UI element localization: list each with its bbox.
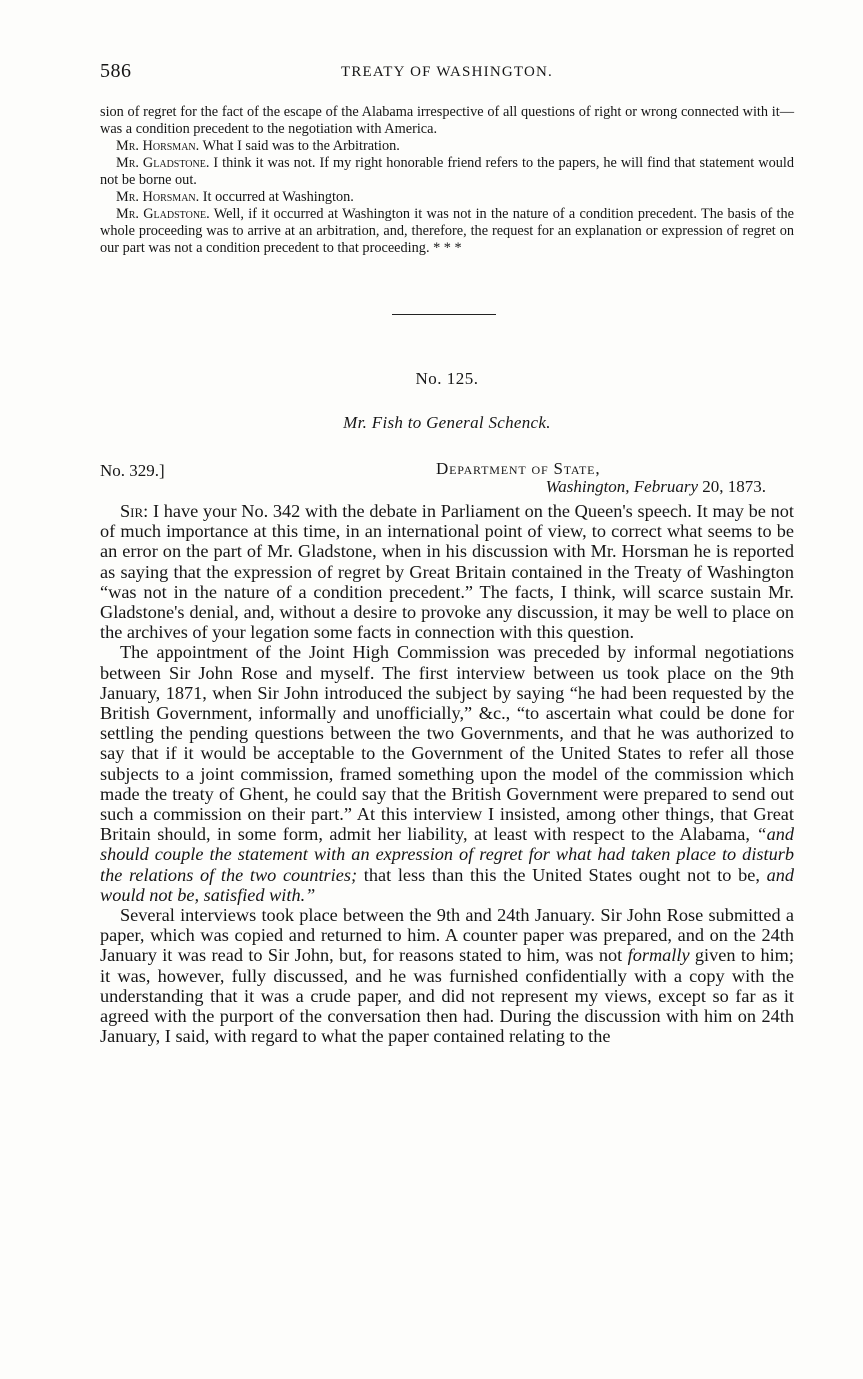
speech-text: It occurred at Washington.	[199, 189, 354, 205]
paragraph-text: given to him; it was, however, fully discussed, and he was furnished confidentially with a copy with the understanding that it was a crude paper, and did not represent my views, except so far as it agreed with the purport of the conversation then had. During the discussion with him on 24th January, I said, with regard to what the paper contained relating to the	[100, 945, 794, 1047]
speaker-name: Mr. Horsman.	[116, 189, 200, 205]
speaker-name: Mr. Horsman.	[116, 138, 200, 154]
dateline	[100, 459, 794, 497]
paragraph-text: The appointment of the Joint High Commission was preceded by informal negotiations between Sir John Rose and myself. The first interview between us took place on the 9th January, 1871, when Sir John introduced the subject by saying “he had been requested by the British Government, informally and unofficially,” &c., “to ascertain what could be done for settling the pending questions between the two Governments, and that he was authorized to say that if it would be acceptable to the Government of the United States to refer all those subjects to a joint commission, framed something upon the model of the commission which made the treaty of Ghent, he could say that the British Government were prepared to send out such a commission on their part.” At this interview I insisted, among other things, that Great Britain should, in some form, admit her liability, at least with respect to the Alabama,	[100, 642, 794, 845]
speaker-name: Mr. Gladstone.	[116, 206, 210, 222]
running-title: TREATY OF WASHINGTON.	[340, 64, 553, 80]
italic-quote: “and should couple the statement with an expression of regret for what had taken place to disturb the relations of the two countries;	[100, 824, 794, 885]
speaker-name: Mr. Gladstone.	[116, 155, 210, 171]
letter-body	[100, 501, 794, 1046]
speech-text: What I said was to the Arbitration.	[199, 138, 400, 154]
paragraph-text: that less than this the United States ought not to be,	[357, 864, 767, 885]
document-number: No. 125.	[415, 369, 479, 388]
document-page	[100, 60, 794, 1046]
document-title: Mr. Fish to General Schenck.	[343, 413, 551, 432]
place-name: Washington, February	[545, 477, 698, 496]
letter-paragraph	[100, 642, 794, 905]
italic-quote: and would not be, satisfied with.”	[100, 864, 794, 905]
speech-text: I think it was not. If my right honorable friend refers to the papers, he will find that statement would not be borne out.	[100, 155, 794, 188]
excerpt-paragraph: sion of regret for the fact of the escape of the Alabama irrespective of all questions of right or wrong connected with it—was a condition precedent to the negotiation with America.	[100, 104, 794, 137]
paragraph-text: I have your No. 342 with the debate in Parliament on the Queen's speech. It may be not of much importance at this time, in an international point of view, to correct what seems to be an error on the part of Mr. Gladstone, when in his discussion with Mr. Horsman he is reported as saying that the expression of regret by Great Britain contained in the Treaty of Washington “was not in the nature of a condition precedent.” The facts, I think, will scarce sustain Mr. Gladstone's denial, and, without a desire to provoke any discussion, it may be well to place on the archives of your legation some facts in connection with this question.	[100, 501, 794, 643]
salutation: Sir:	[120, 501, 149, 521]
date-text: 20, 1873.	[698, 477, 766, 496]
debate-excerpt	[100, 104, 794, 257]
paragraph-text: Several interviews took place between the 9th and 24th January. Sir John Rose submitted a paper, which was copied and returned to him. A counter paper was prepared, and on the 24th January it was read to Sir John, but, for reasons stated to him, was not	[100, 905, 794, 966]
excerpt-paragraph	[100, 155, 794, 189]
page-header	[100, 60, 794, 88]
department-name: Department of State,	[436, 459, 601, 478]
italic-word: formally	[627, 945, 690, 966]
excerpt-paragraph	[100, 189, 794, 206]
letter-paragraph	[100, 905, 794, 1046]
section-divider	[392, 314, 496, 315]
letter-paragraph	[100, 501, 794, 642]
excerpt-paragraph	[100, 206, 794, 257]
despatch-reference: No. 329.]	[100, 461, 165, 480]
page-number: 586	[100, 60, 132, 82]
excerpt-paragraph	[100, 138, 794, 155]
place-date	[546, 477, 766, 497]
speech-text: Well, if it occurred at Washington it was not in the nature of a condition precedent. The basis of the whole proceeding was to arrive at an arbitration, and, therefore, the request for an explanation or expression of regret on our part was not a condition precedent to that proceeding. * * *	[100, 206, 794, 256]
